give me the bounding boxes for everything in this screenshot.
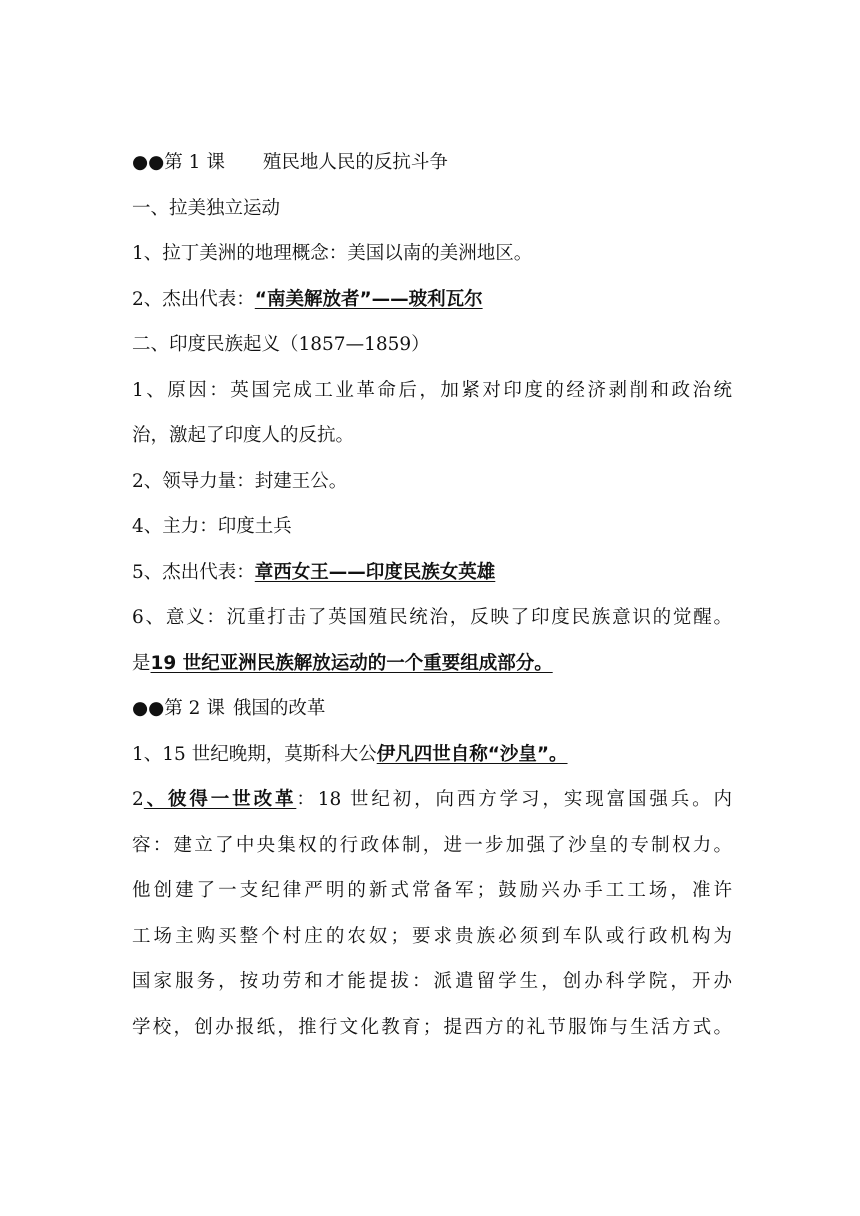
lesson2-title <box>132 686 732 732</box>
section1-item-representative <box>132 277 732 323</box>
section2-rep-highlight: 章西女王——印度民族女英雄 <box>254 561 496 583</box>
lesson2-item-peter-line6: 学校，创办报纸，推行文化教育；提西方的礼节服饰与生活方式。 <box>132 1016 732 1038</box>
peter-number: 2 <box>132 789 144 810</box>
section2-representative <box>132 550 732 596</box>
meaning-highlight: 19 世纪亚洲民族解放运动的一个重要组成部分。 <box>150 652 553 674</box>
ivan-highlight: 伊凡四世自称“沙皇”。 <box>376 743 568 765</box>
lesson1-title-text: 殖民地人民的反抗斗争 <box>262 152 448 173</box>
lesson2-title-text: 俄国的改革 <box>232 698 326 719</box>
lesson1-title <box>132 140 732 186</box>
section2-main-force: 4、主力：印度土兵 <box>132 516 292 537</box>
section2-meaning-line1: 6、意义：沉重打击了英国殖民统治，反映了印度民族意识的觉醒。 <box>132 607 732 628</box>
section2-rep-label: 5、杰出代表： <box>132 561 255 583</box>
section2-heading: 二、印度民族起义（1857—1859） <box>132 334 430 355</box>
document-body <box>132 140 732 1050</box>
section2-meaning-line2 <box>132 641 732 687</box>
peter-line1-rest: ：18 世纪初，向西方学习，实现富国强兵。内 <box>296 789 732 810</box>
ivan-prefix: 1、15 世纪晚期，莫斯科大公 <box>132 743 377 765</box>
lesson2-number: ●●第 2 课 <box>132 698 225 719</box>
lesson2-item-peter-line3: 他创建了一支纪律严明的新式常备军；鼓励兴办手工工场，准许 <box>132 880 732 901</box>
section2-leaders: 2、领导力量：封建王公。 <box>132 470 348 492</box>
lesson2-item-peter-line4: 工场主购买整个村庄的农奴；要求贵族必须到车队或行政机构为 <box>132 925 732 947</box>
section2-cause-line1: 1、原因：英国完成工业革命后，加紧对印度的经济剥削和政治统 <box>132 379 732 401</box>
meaning-prefix: 是 <box>132 652 151 674</box>
lesson2-item-ivan <box>132 732 732 778</box>
peter-highlight: 、彼得一世改革 <box>143 789 297 810</box>
representative-highlight: “南美解放者”——玻利瓦尔 <box>254 288 483 310</box>
lesson2-item-peter-line2: 容：建立了中央集权的行政体制，进一步加强了沙皇的专制权力。 <box>132 834 732 856</box>
representative-label: 2、杰出代表： <box>132 288 255 310</box>
section1-item-geography: 1、拉丁美洲的地理概念：美国以南的美洲地区。 <box>132 243 533 264</box>
lesson2-item-peter-line1 <box>132 777 732 823</box>
section2-cause-line2: 治，激起了印度人的反抗。 <box>132 425 355 446</box>
section1-heading: 一、拉美独立运动 <box>132 197 281 219</box>
lesson2-item-peter-line5: 国家服务，按功劳和才能提拔：派遣留学生，创办科学院，开办 <box>132 971 732 992</box>
lesson1-number: ●●第 1 课 <box>132 152 225 173</box>
